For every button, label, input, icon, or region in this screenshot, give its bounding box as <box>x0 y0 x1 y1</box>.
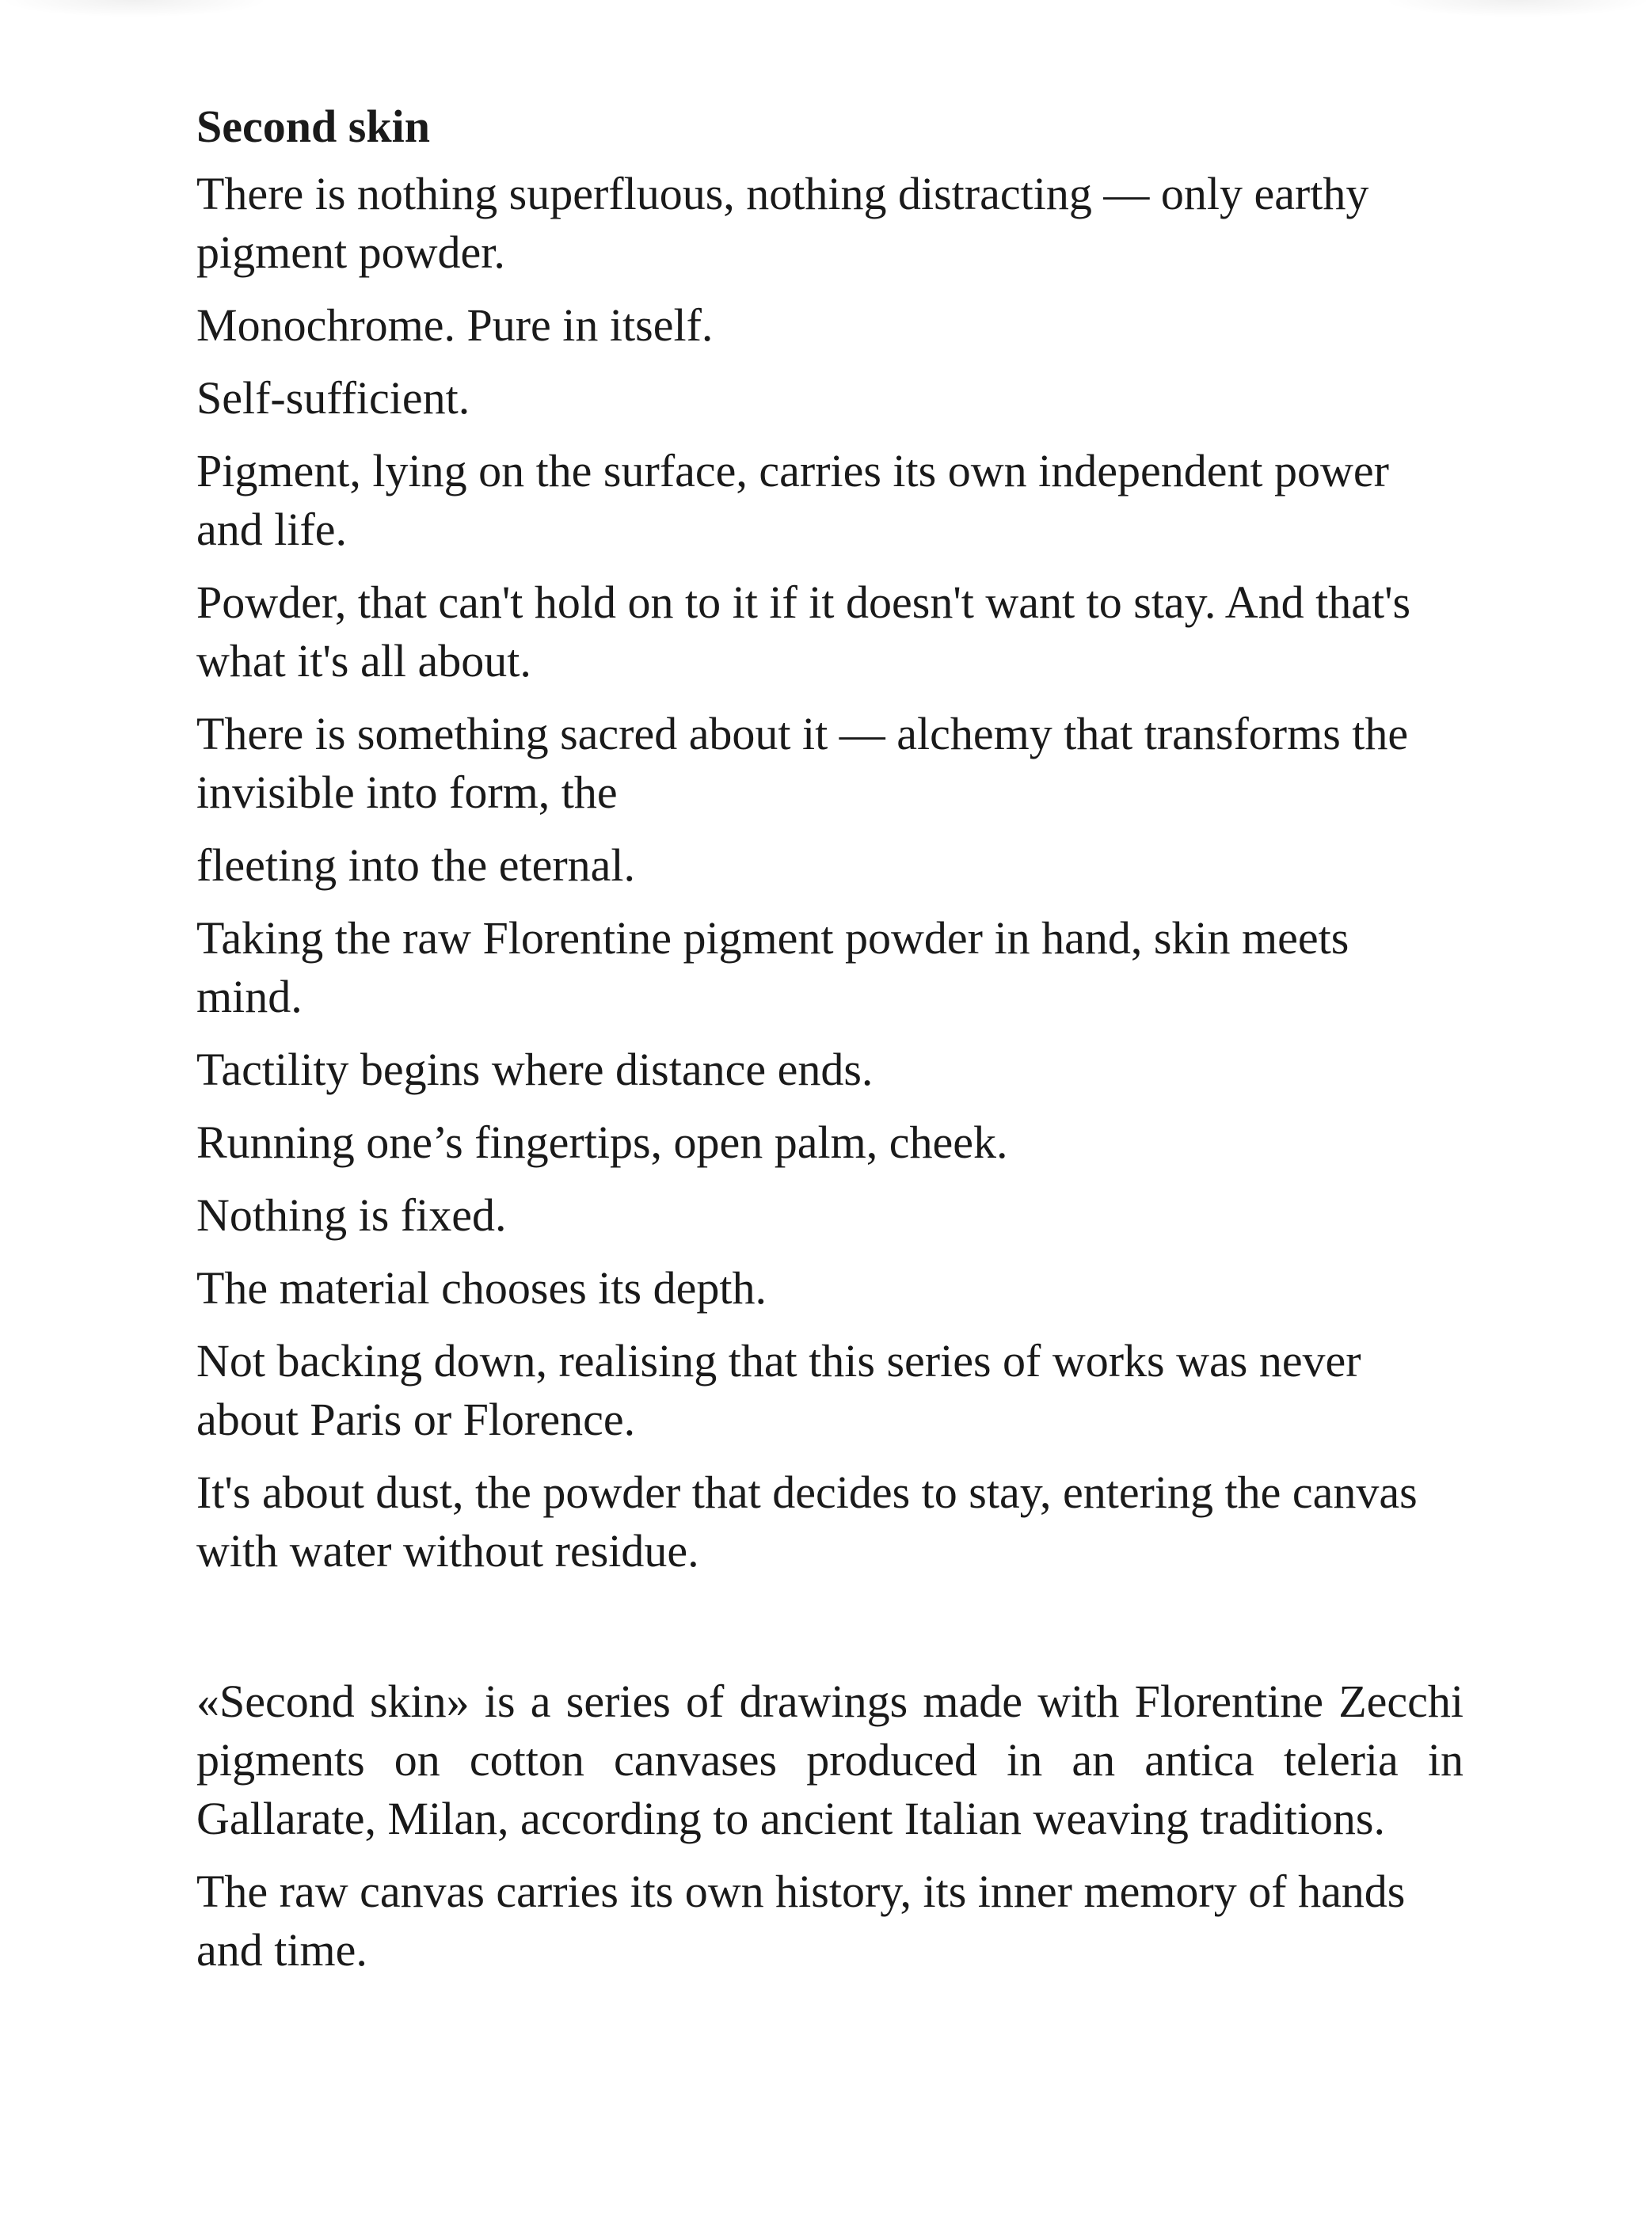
poem-line: Pigment, lying on the surface, carries its own independent power and life. <box>196 445 1389 555</box>
poem-line: Running one’s fingertips, open palm, cheek. <box>196 1117 1008 1168</box>
poem-line: Monochrome. Pure in itself. <box>196 299 714 351</box>
poem-line: fleeting into the eternal. <box>196 839 636 891</box>
description-paragraph: «Second skin» is a series of drawings made with Florentine Zecchi pigments on cotton canvases produced in an antica teleria in Gallarate, Milan, according to ancient Italian weaving traditions. <box>196 1676 1464 1844</box>
poem-line: Taking the raw Florentine pigment powder in hand, skin meets mind. <box>196 912 1349 1022</box>
poem-line: The material chooses its depth. <box>196 1262 767 1314</box>
top-left-shadow <box>0 0 269 17</box>
top-right-shadow <box>1383 0 1652 17</box>
document-body <box>196 93 1464 1994</box>
closing-paragraph: The raw canvas carries its own history, its inner memory of hands and time. <box>196 1866 1406 1976</box>
poem-line: There is nothing superfluous, nothing distracting — only earthy pigment powder. <box>196 168 1369 278</box>
poem-line: It's about dust, the powder that decides to stay, entering the canvas with water without residue. <box>196 1466 1418 1577</box>
poem-line: Tactility begins where distance ends. <box>196 1044 874 1095</box>
section-gap <box>196 1595 1464 1672</box>
poem-line: Self-sufficient. <box>196 372 470 424</box>
document-title: Second skin <box>196 101 430 152</box>
poem-line: There is something sacred about it — alchemy that transforms the invisible into form, the <box>196 708 1409 818</box>
poem-line: Powder, that can't hold on to it if it doesn't want to stay. And that's what it's all about. <box>196 576 1411 687</box>
poem-line: Not backing down, realising that this series of works was never about Paris or Florence. <box>196 1335 1361 1445</box>
poem-line: Nothing is fixed. <box>196 1189 507 1241</box>
